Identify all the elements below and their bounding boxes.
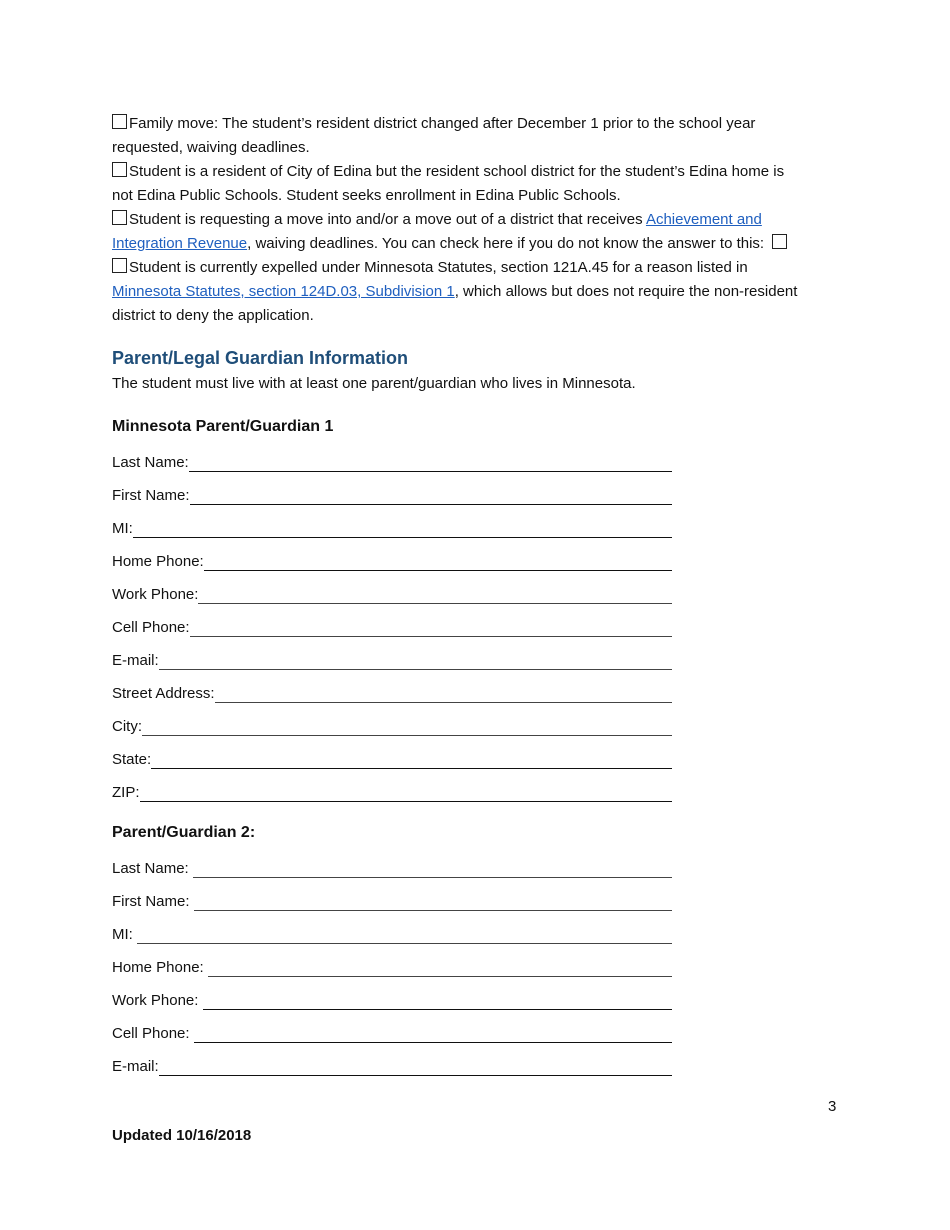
g1-first-name-field: First Name:: [112, 483, 672, 505]
g1-last-name-field: Last Name:: [112, 450, 672, 472]
statute-link[interactable]: Minnesota Statutes, section 124D.03, Subdivision 1: [112, 283, 455, 300]
g1-street-address-field: Street Address:: [112, 681, 672, 703]
option-expelled-cont2: district to deny the application.: [112, 307, 314, 324]
option-family-move: Family move: The student’s resident district changed after December 1 prior to the school year: [112, 112, 842, 136]
g1-last-name-input[interactable]: [189, 454, 672, 472]
option-air-cont: Integration Revenue, waiving deadlines. You can check here if you do not know the answer to this:: [112, 232, 842, 256]
g1-email-input[interactable]: [159, 652, 672, 670]
g2-mi-input[interactable]: [137, 926, 672, 944]
updated-date: Updated 10/16/2018: [112, 1127, 252, 1144]
page-number: 3: [828, 1098, 837, 1115]
air-link-cont[interactable]: Integration Revenue: [112, 235, 248, 252]
g2-email-input[interactable]: [159, 1058, 672, 1076]
air-link[interactable]: Achievement and: [645, 211, 762, 228]
g1-cell-phone-field: Cell Phone:: [112, 615, 672, 637]
option-air: Student is requesting a move into and/or a move out of a district that receives Achievement and: [112, 208, 842, 232]
option-edina-resident-cont: not Edina Public Schools. Student seeks enrollment in Edina Public Schools.: [112, 187, 621, 204]
g1-zip-input[interactable]: [140, 784, 672, 802]
g1-state-input[interactable]: [151, 751, 672, 769]
air-checkbox[interactable]: [112, 210, 127, 225]
option-expelled-cont: Minnesota Statutes, section 124D.03, Subdivision 1, which allows but does not require the non-resident: [112, 283, 798, 300]
g2-last-name-field: Last Name:: [112, 856, 672, 878]
air-unknown-checkbox[interactable]: [772, 234, 787, 249]
g1-city-field: City:: [112, 714, 672, 736]
g2-email-field: E-mail:: [112, 1054, 672, 1076]
g1-first-name-input[interactable]: [190, 487, 672, 505]
g1-work-phone-field: Work Phone:: [112, 582, 672, 604]
section-note: The student must live with at least one parent/guardian who lives in Minnesota.: [112, 375, 636, 392]
g1-street-address-input[interactable]: [215, 685, 672, 703]
g2-work-phone-input[interactable]: [203, 992, 672, 1010]
option-edina-resident: Student is a resident of City of Edina but the resident school district for the student’s Edina home is: [112, 160, 842, 184]
eligibility-options: [112, 112, 842, 328]
g2-mi-field: MI:: [112, 922, 672, 944]
section-title: Parent/Legal Guardian Information: [112, 348, 409, 368]
g2-work-phone-field: Work Phone:: [112, 988, 672, 1010]
option-family-move-cont: requested, waiving deadlines.: [112, 139, 310, 156]
g2-home-phone-field: Home Phone:: [112, 955, 672, 977]
g1-home-phone-field: Home Phone:: [112, 549, 672, 571]
g2-home-phone-input[interactable]: [208, 959, 672, 977]
g1-work-phone-input[interactable]: [198, 586, 672, 604]
option-expelled: Student is currently expelled under Minnesota Statutes, section 121A.45 for a reason listed in: [112, 256, 842, 280]
guardian2-title: Parent/Guardian 2:: [112, 824, 256, 841]
g2-first-name-input[interactable]: [194, 893, 672, 911]
g1-state-field: State:: [112, 747, 672, 769]
g2-first-name-field: First Name:: [112, 889, 672, 911]
g1-city-input[interactable]: [142, 718, 672, 736]
g2-last-name-input[interactable]: [193, 860, 672, 878]
guardian1-title: Minnesota Parent/Guardian 1: [112, 418, 334, 435]
g1-email-field: E-mail:: [112, 648, 672, 670]
g2-cell-phone-input[interactable]: [194, 1025, 672, 1043]
g1-zip-field: ZIP:: [112, 780, 672, 802]
expelled-checkbox[interactable]: [112, 258, 127, 273]
edina-resident-checkbox[interactable]: [112, 162, 127, 177]
g2-cell-phone-field: Cell Phone:: [112, 1021, 672, 1043]
g1-mi-field: MI:: [112, 516, 672, 538]
family-move-checkbox[interactable]: [112, 114, 127, 129]
g1-mi-input[interactable]: [133, 520, 672, 538]
g1-home-phone-input[interactable]: [204, 553, 672, 571]
g1-cell-phone-input[interactable]: [190, 619, 672, 637]
